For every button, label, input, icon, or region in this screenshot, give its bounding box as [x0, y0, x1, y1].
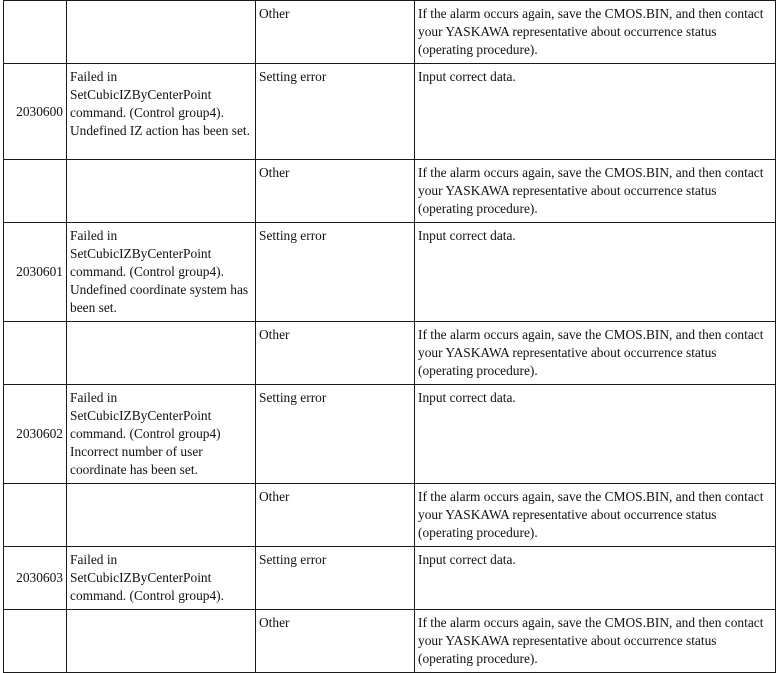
condition-cell: Failed in SetCubicIZByCenterPoint command. (Control group4). Undefined coordinate system has been set.: [67, 223, 256, 322]
table-row: [4, 160, 776, 223]
table-row: [4, 484, 776, 547]
remedy-cell: If the alarm occurs again, save the CMOS.BIN, and then contact your YASKAWA representative about occurrence status (operating procedure).: [415, 610, 776, 673]
alarm-code-cell: [4, 160, 67, 223]
alarm-code-cell: [4, 1, 67, 64]
cause-cell: Other: [256, 1, 415, 64]
alarm-code-cell: 2030601: [4, 223, 67, 322]
cause-cell: Setting error: [256, 547, 415, 610]
cause-cell: Other: [256, 160, 415, 223]
remedy-cell: If the alarm occurs again, save the CMOS.BIN, and then contact your YASKAWA representative about occurrence status (operating procedure).: [415, 1, 776, 64]
remedy-cell: If the alarm occurs again, save the CMOS.BIN, and then contact your YASKAWA representative about occurrence status (operating procedure).: [415, 484, 776, 547]
alarm-code-cell: [4, 610, 67, 673]
alarm-code-cell: [4, 322, 67, 385]
condition-cell: [67, 322, 256, 385]
remedy-cell: Input correct data.: [415, 547, 776, 610]
condition-cell: [67, 610, 256, 673]
remedy-cell: If the alarm occurs again, save the CMOS.BIN, and then contact your YASKAWA representative about occurrence status (operating procedure).: [415, 160, 776, 223]
cause-cell: Other: [256, 484, 415, 547]
remedy-cell: Input correct data.: [415, 64, 776, 160]
table-row: [4, 223, 776, 322]
table-row: [4, 385, 776, 484]
table-row: [4, 610, 776, 673]
remedy-cell: Input correct data.: [415, 223, 776, 322]
condition-cell: [67, 160, 256, 223]
alarm-table: [3, 0, 776, 673]
remedy-cell: Input correct data.: [415, 385, 776, 484]
condition-cell: Failed in SetCubicIZByCenterPoint command. (Control group4).: [67, 547, 256, 610]
alarm-code-cell: 2030600: [4, 64, 67, 160]
remedy-cell: If the alarm occurs again, save the CMOS.BIN, and then contact your YASKAWA representative about occurrence status (operating procedure).: [415, 322, 776, 385]
condition-cell: [67, 1, 256, 64]
cause-cell: Setting error: [256, 385, 415, 484]
cause-cell: Setting error: [256, 223, 415, 322]
table-row: [4, 322, 776, 385]
condition-cell: Failed in SetCubicIZByCenterPoint command. (Control group4). Undefined IZ action has been set.: [67, 64, 256, 160]
cause-cell: Other: [256, 610, 415, 673]
alarm-code-cell: 2030602: [4, 385, 67, 484]
condition-cell: Failed in SetCubicIZByCenterPoint command. (Control group4) Incorrect number of user coordinate has been set.: [67, 385, 256, 484]
table-row: [4, 1, 776, 64]
condition-cell: [67, 484, 256, 547]
cause-cell: Other: [256, 322, 415, 385]
alarm-code-cell: [4, 484, 67, 547]
alarm-code-cell: 2030603: [4, 547, 67, 610]
cause-cell: Setting error: [256, 64, 415, 160]
table-row: [4, 547, 776, 610]
table-row: [4, 64, 776, 160]
